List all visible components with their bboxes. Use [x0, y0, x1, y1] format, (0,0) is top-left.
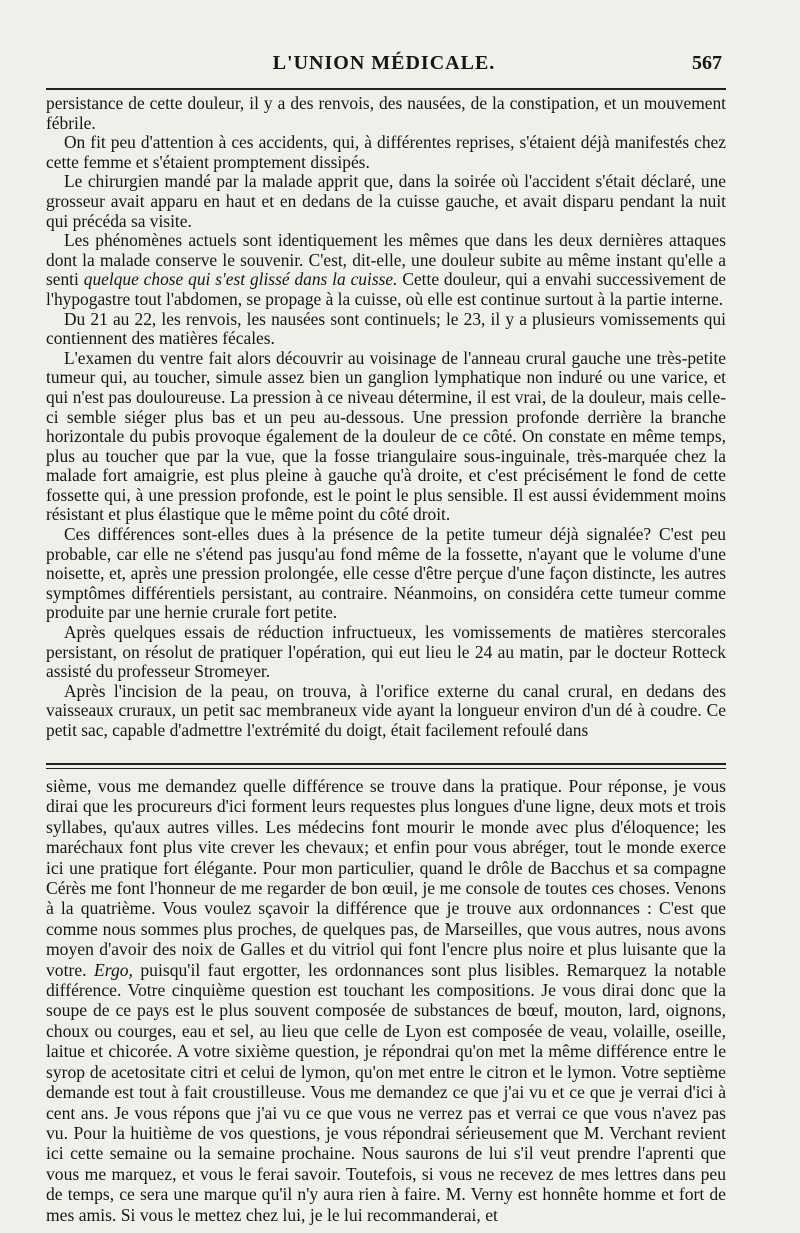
feuilleton-text: puisqu'il faut ergotter, les ordonnances sont plus lisibles. Remarquez la notable différence. Votre cinquième question est touchant les compositions. Je vous dirai donc que la soupe de ce pays est le plus souvent composée de substances de bœuf, mouton, lard, oignons, choux ou courges, eau et sel, au lieu que celle de Lyon est composée de veau, volaille, oseille, laitue et chicorée. A votre sixième question, je répondrai qu'on met la même différence entre le syrop de acetositate citri et celui de lymon, qu'on met entre le citron et le lymon. Votre septième demande est tout à fait croustilleuse. Vous me demandez ce que j'ai vu et ce que je verrai d'ici à cent ans. Je vous répons que j'ai vu ce que vous ne verrez pas et verrai ce que vous n'avez pas vu. Pour la huitième de vos questions, je vous répondrai sérieusement que M. Verchant revient ici cette semaine ou la semaine prochaine. Nous saurons de lui s'il veut prendre l'aprenti que vous me marquez, et vous le ferai savoir. Toutefois, si vous ne recevez de mes lettres dans peu de temps, ce sera une marque qu'il n'y aura rien à faire. M. Verny est honnête homme et fort de mes amis. Si vous le mettez chez lui, je le lui recommanderai, et	[46, 959, 726, 1225]
feuilleton-text: sième, vous me demandez quelle différence se trouve dans la pratique. Pour réponse, je vous dirai que les procureurs d'ici forment leurs requestes plus longues d'une ligne, deux mots et trois syllabes, qu'aux autres villes. Les médecins font mourir le monde avec plus d'éloquence; les maréchaux font plus vite crever les chevaux; et enfin pour vous abréger, tout le monde exerce ici une pratique fort élégante. Pour mon particulier, quand le drôle de Bacchus et sa compagne Cérès me font l'honneur de me regarder de bon œuil, je me console de toutes ces choses. Venons à la quatrième. Vous voulez sçavoir la différence que je trouve aux ordonnances : C'est que comme nous sommes plus proches, de quelques pas, de Marseilles, que vous autres, nous avons moyen d'avoir des noix de Galles et du vitriol qui font l'encre plus noire et plus luisante que la votre.	[46, 776, 726, 980]
article-body	[46, 94, 726, 741]
feuilleton-body	[46, 776, 726, 1225]
article-paragraph: On fit peu d'attention à ces accidents, qui, à différentes reprises, s'étaient déjà manifestés chez cette femme et s'étaient promptement dissipés.	[46, 132, 726, 172]
article-paragraph: Après quelques essais de réduction infructueux, les vomissements de matières stercorales persistant, on résolut de pratiquer l'opération, qui eut lieu le 24 au matin, par le docteur Rotteck assisté du professeur Stromeyer.	[46, 622, 726, 682]
article-paragraph: Du 21 au 22, les renvois, les nausées sont continuels; le 23, il y a plusieurs vomissements qui contiennent des matières fécales.	[46, 308, 726, 349]
article-paragraph: persistance de cette douleur, il y a des renvois, des nausées, de la constipation, et un mouvement fébrile.	[46, 93, 726, 133]
article-paragraph: L'examen du ventre fait alors découvrir au voisinage de l'anneau crural gauche une très-petite tumeur qui, au toucher, simule assez bien un ganglion lymphatique non induré ou une varice, et qui n'est pas douloureuse. La pression à ce niveau détermine, il est vrai, de la douleur, mais celle-ci semble siéger plus bas et un peu au-dessous. Une pression profonde derrière la branche horizontale du pubis provoque également de la douleur de ce côté. On constate en même temps, plus au toucher que par la vue, que la fosse triangulaire sous-inguinale, très-marquée chez la malade fort amaigrie, est plus pleine à gauche qu'à droite, et c'est précisément le fond de cette fossette qui, à une pression profonde, est le point le plus sensible. Il est aussi évidemment moins résistant et plus élastique que le même point du côté droit.	[46, 347, 726, 525]
article-paragraph: Ces différences sont-elles dues à la présence de la petite tumeur déjà signalée? C'est peu probable, car elle ne s'étend pas jusqu'au fond même de la fossette, n'ayant que le volume d'une noisette, et, après une pression prolongée, elle cesse d'être perçue d'une façon distincte, les autres symptômes différentiels persistant, au contraire. Néanmoins, on considéra cette tumeur comme produite par une hernie crurale fort petite.	[46, 524, 726, 623]
feuilleton-paragraph	[46, 776, 726, 1225]
journal-title: L'UNION MÉDICALE.	[272, 52, 496, 74]
article-paragraph: Après l'incision de la peau, on trouva, à l'orifice externe du canal crural, en dedans des vaisseaux cruraux, un petit sac membraneux vide ayant la longueur environ d'un dé à coudre. Ce petit sac, capable d'admettre l'extrémité du doigt, était facilement refoulé dans	[46, 680, 726, 740]
feuilleton-italic-word: Ergo,	[94, 959, 133, 980]
running-head	[46, 52, 722, 80]
article-text: Cette douleur, qui a envahi successivement de l'hypogastre tout l'abdomen, se propage à la cuisse, où elle est continue surtout à la partie interne.	[46, 269, 726, 309]
article-paragraph: Le chirurgien mandé par la malade apprit que, dans la soirée où l'accident s'était déclaré, une grosseur avait apparu en haut et en dedans de la cuisse gauche, et avait disparu pendant la nuit qui précéda sa visite.	[46, 171, 726, 231]
article-text: Les phénomènes actuels sont identiquement les mêmes que dans les deux dernières attaques dont la malade conserve le souvenir. C'est, dit-elle, une douleur subite au même instant qu'elle a senti	[46, 230, 726, 290]
header-rule	[46, 88, 726, 90]
feuilleton-separator	[46, 763, 726, 769]
article-paragraph	[46, 231, 726, 309]
article-italic-quote: quelque chose qui s'est glissé dans la cuisse.	[83, 269, 398, 290]
page-number: 567	[692, 52, 722, 74]
